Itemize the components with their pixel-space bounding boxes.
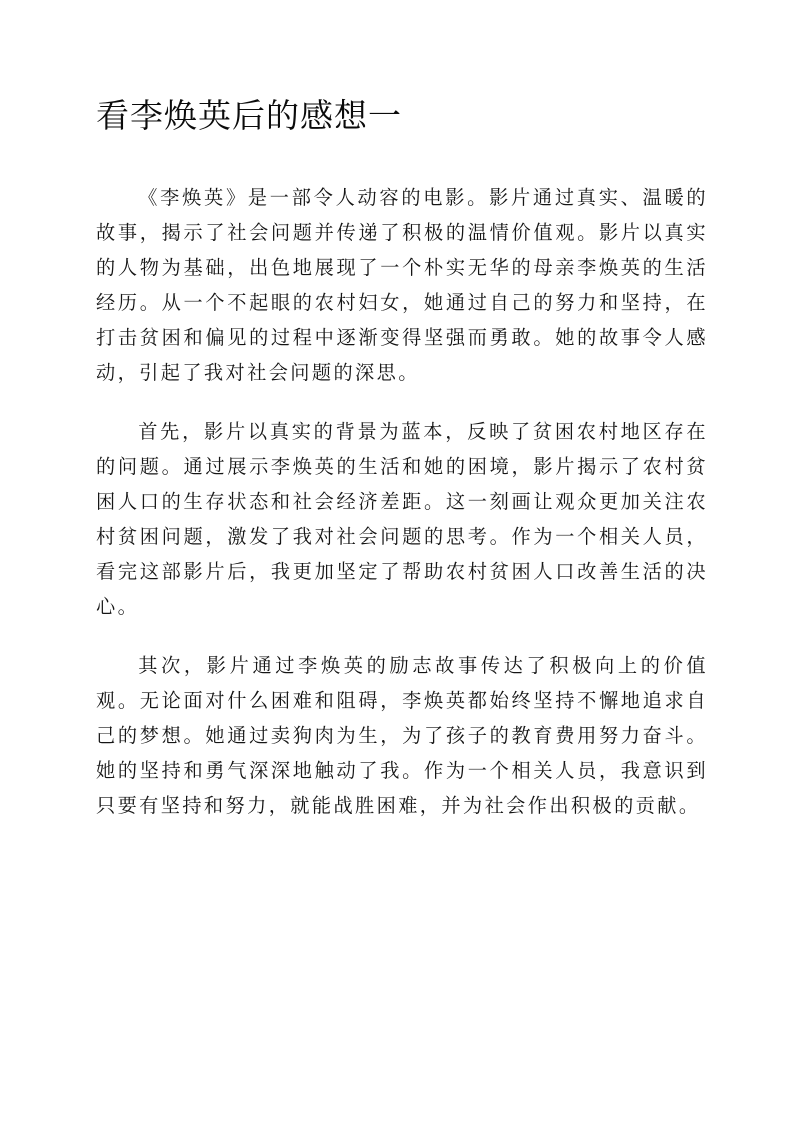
paragraph-second-point: 其次，影片通过李焕英的励志故事传达了积极向上的价值观。无论面对什么困难和阻碍，李焕英都始终坚持不懈地追求自己的梦想。她通过卖狗肉为生，为了孩子的教育费用努力奋斗。她的坚持和勇气深深地触动了我。作为一个相关人员，我意识到只要有坚持和努力，就能战胜困难，并为社会作出积极的贡献。 xyxy=(96,654,708,817)
paragraph-first-point: 首先，影片以真实的背景为蓝本，反映了贫困农村地区存在的问题。通过展示李焕英的生活和她的困境，影片揭示了农村贫困人口的生存状态和社会经济差距。这一刻画让观众更加关注农村贫困问题，激发了我对社会问题的思考。作为一个相关人员，看完这部影片后，我更加坚定了帮助农村贫困人口改善生活的决心。 xyxy=(96,420,708,618)
document-body xyxy=(96,180,708,847)
document-title: 看李焕英后的感想一 xyxy=(96,96,402,135)
paragraph-intro: 《李焕英》是一部令人动容的电影。影片通过真实、温暖的故事，揭示了社会问题并传递了积极的温情价值观。影片以真实的人物为基础，出色地展现了一个朴实无华的母亲李焕英的生活经历。从一个不起眼的农村妇女，她通过自己的努力和坚持，在打击贫困和偏见的过程中逐渐变得坚强而勇敢。她的故事令人感动，引起了我对社会问题的深思。 xyxy=(96,186,708,384)
